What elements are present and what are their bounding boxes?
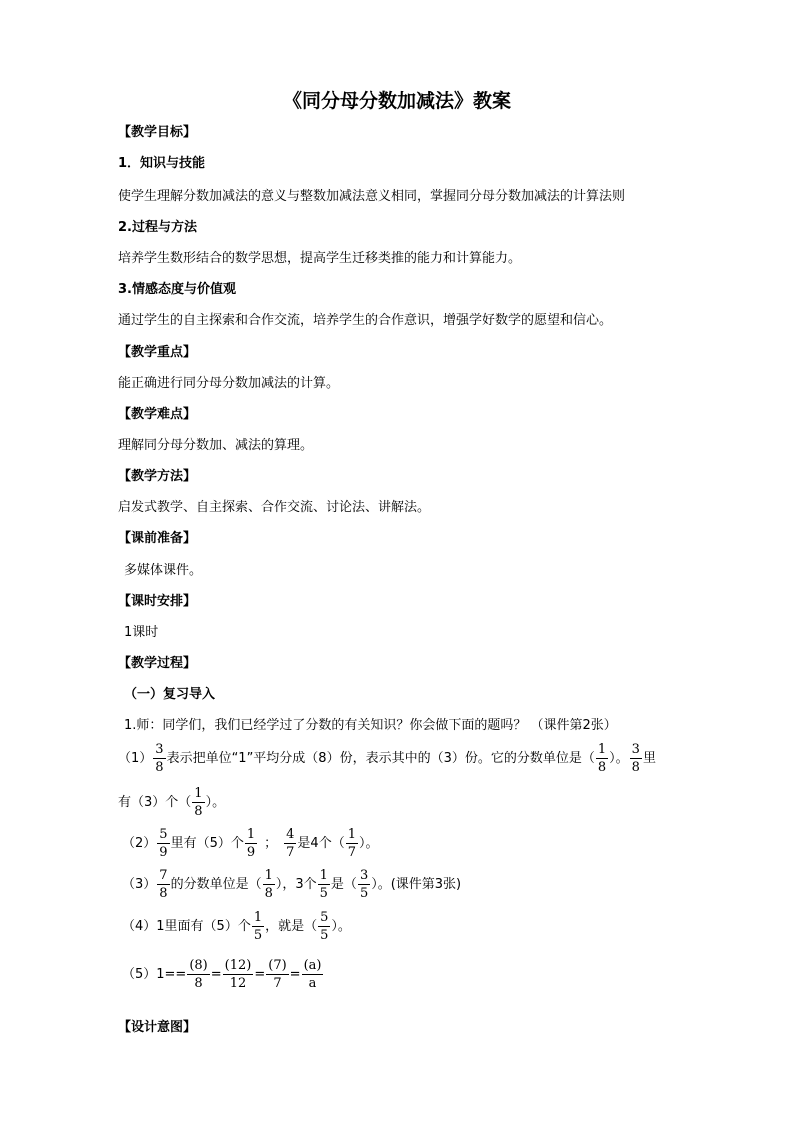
fraction: $\frac{1}{9}$	[246, 827, 256, 860]
question-4	[122, 909, 351, 944]
heading-process: 【教学过程】	[118, 656, 197, 671]
equals-sign: =	[289, 966, 301, 982]
q1-text-4: 有（3）个（	[118, 794, 192, 810]
question-1-line-1	[118, 741, 656, 776]
question-intro: 1.师：同学们，我们已经学过了分数的有关知识？你会做下面的题吗？ （课件第2张）	[124, 718, 617, 733]
fraction: $\frac{5}{9}$	[159, 827, 168, 860]
heading-goals: 【教学目标】	[118, 125, 197, 140]
equals-sign: =	[254, 966, 266, 982]
q2-text-2: ；	[264, 835, 278, 851]
fraction: $\frac{3}{8}$	[631, 742, 640, 775]
question-5	[122, 957, 324, 992]
q2-text-4: ）。	[358, 835, 379, 851]
heading-difficulties: 【教学难点】	[118, 407, 197, 422]
fraction: $\frac{3}{8}$	[155, 742, 164, 775]
fraction: $\frac{1}{5}$	[253, 910, 263, 943]
goal-1-text: 使学生理解分数加减法的意义与整数加减法意义相同，掌握同分母分数加减法的计算法则	[118, 189, 626, 204]
fraction: $\frac{1}{8}$	[194, 786, 203, 819]
key-points-text: 能正确进行同分母分数加减法的计算。	[118, 376, 340, 391]
q1-label: （1）	[118, 750, 153, 766]
q1-text-3: 里	[642, 750, 656, 766]
goal-2-heading: 2.过程与方法	[118, 220, 197, 235]
fraction: $\frac{7}{8}$	[159, 868, 168, 901]
heading-preparation: 【课前准备】	[118, 531, 197, 546]
q2-label: （2）	[122, 835, 157, 851]
q4-text-2: ，就是（	[265, 918, 318, 934]
q3-text-2: ），3个	[275, 876, 317, 892]
fraction: $\frac{(7)}{7}$	[268, 958, 287, 991]
q1-text-1: 表示把单位“1”平均分成（8）份，表示其中的（3）份。它的分数单位是（	[166, 750, 595, 766]
fraction: $\frac{1}{7}$	[347, 827, 356, 860]
goal-2-text: 培养学生数形结合的数学思想，提高学生迁移类推的能力和计算能力。	[118, 251, 522, 266]
question-1-line-2	[118, 785, 225, 820]
heading-key-points: 【教学重点】	[118, 345, 197, 360]
methods-text: 启发式教学、自主探索、合作交流、讨论法、讲解法。	[118, 500, 431, 515]
q5-text-1: （5）1==	[122, 966, 187, 982]
fraction: $\frac{(a)}{a}$	[303, 958, 322, 991]
q1-text-5: ）。	[205, 794, 226, 810]
difficulties-text: 理解同分母分数加、减法的算理。	[118, 438, 314, 453]
heading-methods: 【教学方法】	[118, 469, 197, 484]
equals-sign: =	[210, 966, 222, 982]
heading-design-intent: 【设计意图】	[118, 1020, 197, 1035]
fraction: $\frac{(12)}{12}$	[224, 958, 252, 991]
question-2	[122, 826, 379, 861]
fraction: $\frac{3}{5}$	[359, 868, 369, 901]
q3-label: （3）	[122, 876, 157, 892]
question-3	[122, 867, 461, 902]
heading-schedule: 【课时安排】	[118, 594, 197, 609]
preparation-text: 多媒体课件。	[124, 563, 203, 578]
fraction: $\frac{4}{7}$	[286, 827, 295, 860]
q4-text-3: ）。	[331, 918, 351, 934]
q1-text-2: ）。	[609, 750, 629, 766]
fraction: $\frac{1}{8}$	[597, 742, 607, 775]
q4-text-1: （4）1里面有（5）个	[122, 918, 251, 934]
fraction: $\frac{5}{5}$	[320, 910, 329, 943]
fraction: $\frac{1}{5}$	[319, 868, 328, 901]
fraction: $\frac{(8)}{8}$	[189, 958, 208, 991]
fraction: $\frac{1}{8}$	[264, 868, 273, 901]
goal-1-heading: 1．知识与技能	[118, 156, 206, 171]
q3-text-4: ）。(课件第3张)	[371, 876, 462, 892]
goal-3-text: 通过学生的自主探索和合作交流，培养学生的合作意识，增强学好数学的愿望和信心。	[118, 313, 613, 328]
goal-3-heading: 3.情感态度与价值观	[118, 282, 236, 297]
q3-text-1: 的分数单位是（	[170, 876, 262, 892]
q2-text-1: 里有（5）个	[170, 835, 244, 851]
schedule-text: 1课时	[124, 625, 159, 640]
q2-text-3: 是4个（	[297, 835, 345, 851]
section-review-heading: （一）复习导入	[124, 687, 216, 702]
document-title: 《同分母分数加减法》教案	[282, 90, 511, 112]
q3-text-3: 是（	[330, 876, 357, 892]
